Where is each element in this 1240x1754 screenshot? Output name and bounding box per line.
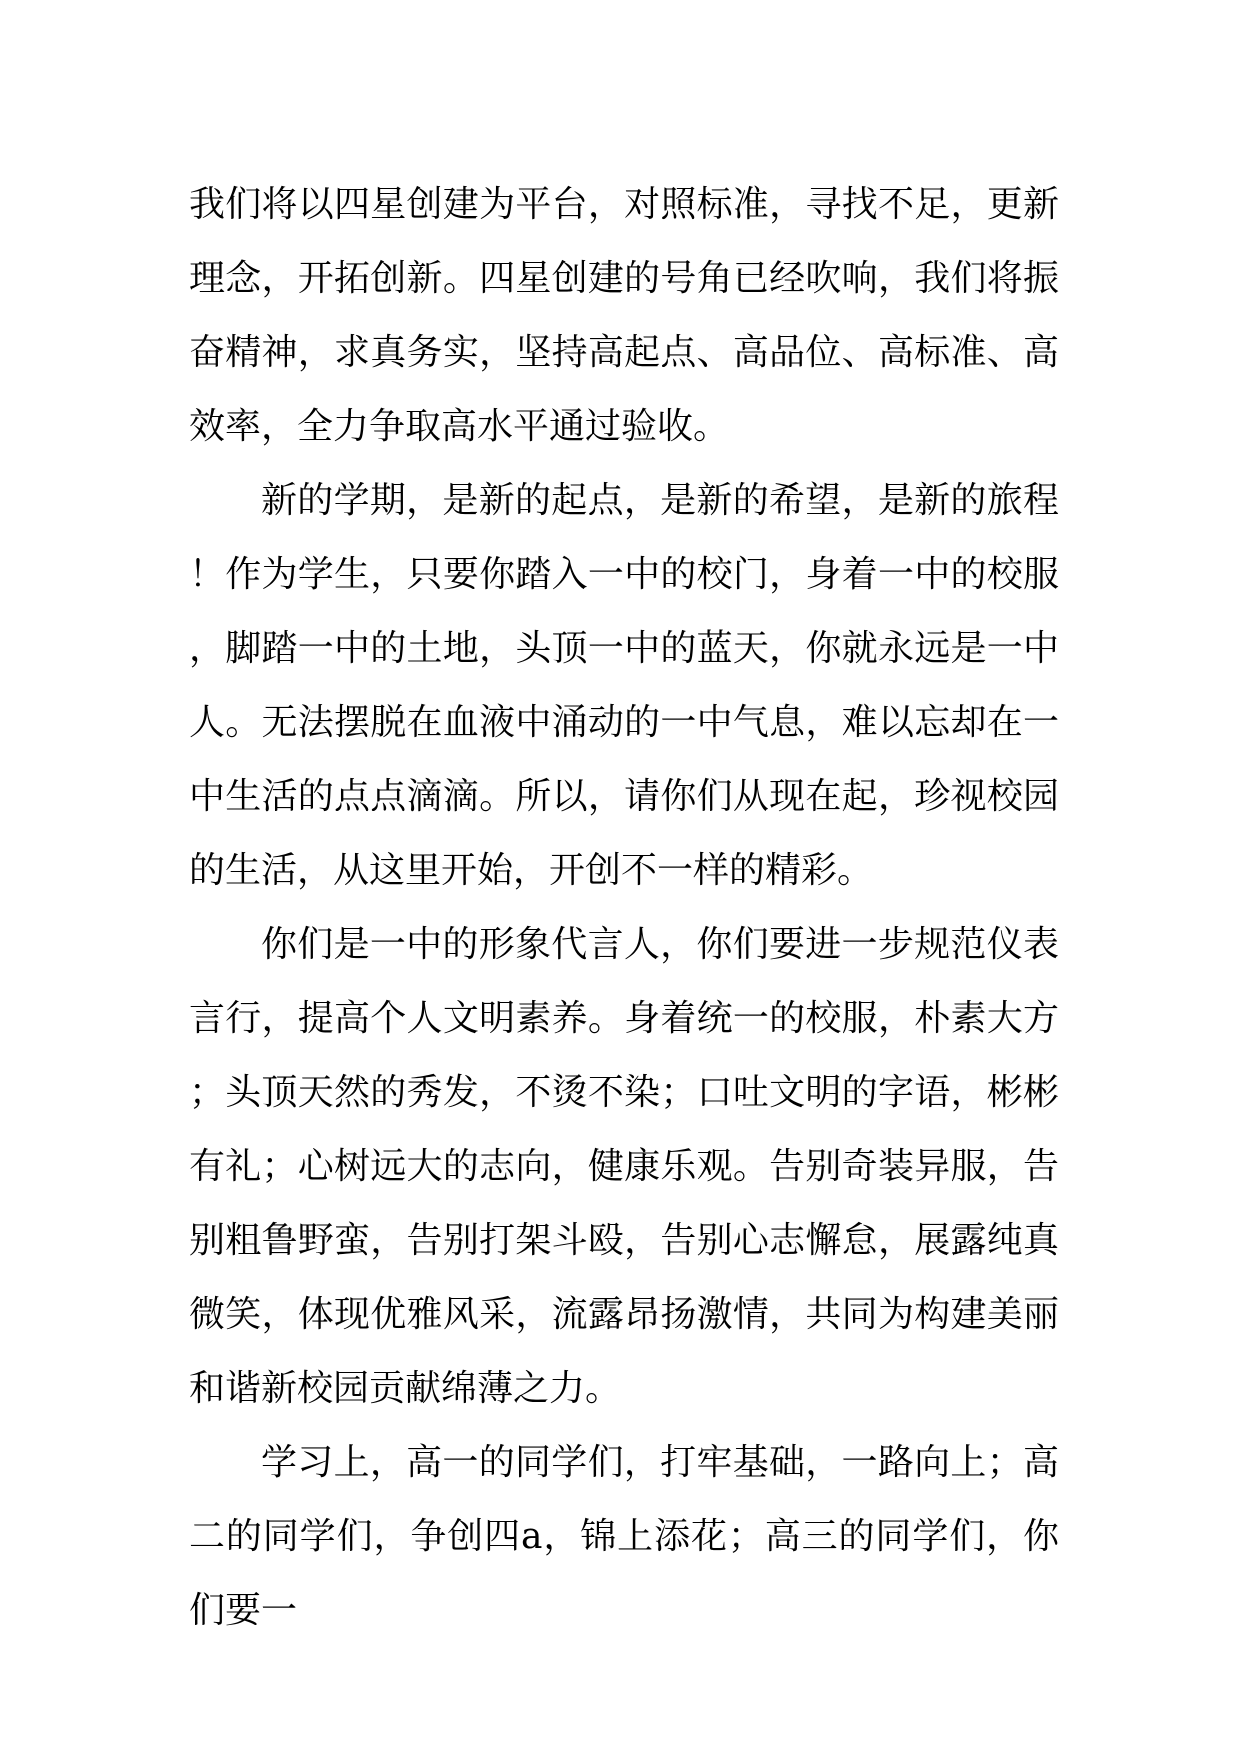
paragraph-3: 你们是一中的形象代言人，你们要进一步规范仪表言行，提高个人文明素养。身着统一的校服，朴素大方；头顶天然的秀发，不烫不染；口吐文明的字语，彬彬有礼；心树远大的志向，健康乐观。告别奇装异服，告别粗鲁野蛮，告别打架斗殴，告别心志懈怠，展露纯真微笑，体现优雅风采，流露昂扬激情，共同为构建美丽和谐新校园贡献绵薄之力。: [189, 924, 1059, 1409]
paragraph-4: 学习上，高一的同学们，打牢基础，一路向上；高二的同学们，争创四a，锦上添花；高三的同学们，你们要一: [189, 1442, 1059, 1631]
paragraph-1: 我们将以四星创建为平台，对照标准，寻找不足，更新理念，开拓创新。四星创建的号角已经吹响，我们将振奋精神，求真务实，坚持高起点、高品位、高标准、高效率，全力争取高水平通过验收。: [189, 184, 1059, 447]
document-body: [189, 168, 1059, 1648]
paragraph-2: 新的学期，是新的起点，是新的希望，是新的旅程！作为学生，只要你踏入一中的校门，身着一中的校服，脚踏一中的土地，头顶一中的蓝天，你就永远是一中人。无法摆脱在血液中涌动的一中气息，难以忘却在一中生活的点点滴滴。所以，请你们从现在起，珍视校园的生活，从这里开始，开创不一样的精彩。: [189, 480, 1059, 891]
